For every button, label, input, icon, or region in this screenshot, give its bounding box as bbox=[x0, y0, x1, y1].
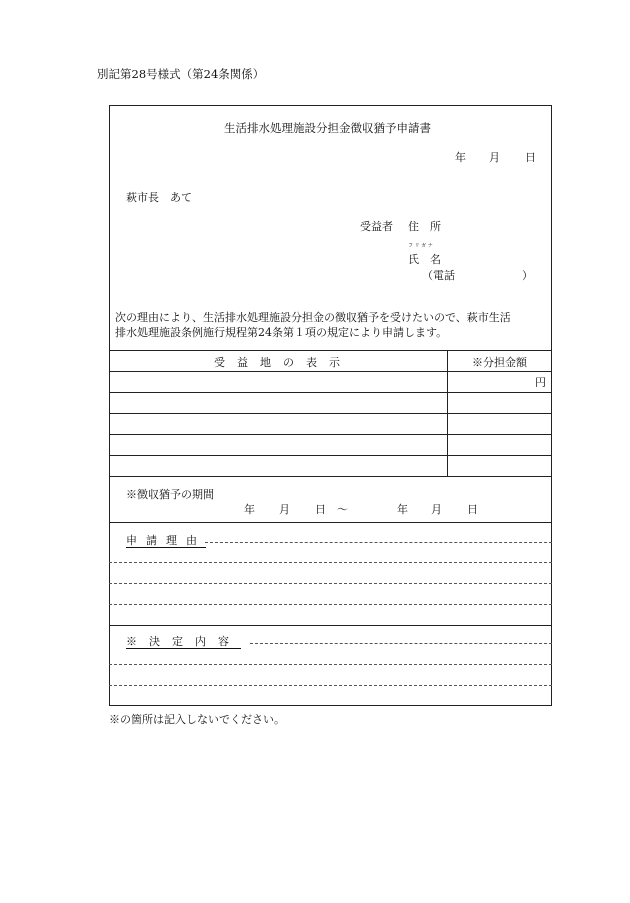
table-header-land: 受益地の表示 bbox=[214, 356, 352, 369]
body-text-line2: 排水処理施設条例施行規程第24条第１項の規定により申請します。 bbox=[115, 326, 448, 339]
form-reference: 別記第28号様式（第24条関係） bbox=[97, 67, 265, 81]
addressee: 萩市長 あて bbox=[126, 191, 192, 204]
table-header-line bbox=[109, 371, 552, 372]
date-month: 月 bbox=[489, 151, 500, 164]
phone-close: ） bbox=[522, 269, 533, 282]
reason-dotted-line bbox=[109, 604, 552, 605]
name-label: 氏 名 bbox=[408, 253, 441, 266]
decision-dotted-line bbox=[109, 685, 552, 686]
applicant-label: 受益者 bbox=[360, 220, 393, 233]
table-column-divider bbox=[447, 350, 448, 476]
table-row-line bbox=[109, 392, 552, 393]
phone-open: （電話 bbox=[422, 269, 455, 282]
period-start-day: 日 bbox=[315, 503, 326, 516]
form-title: 生活排水処理施設分担金徴収猶予申請書 bbox=[224, 121, 431, 135]
period-start-year: 年 bbox=[244, 503, 255, 516]
table-unit-yen: 円 bbox=[535, 376, 546, 389]
footer-note: ※の箇所は記入しないでください。 bbox=[109, 713, 285, 726]
date-day: 日 bbox=[525, 151, 536, 164]
address-label: 住 所 bbox=[408, 220, 441, 233]
decision-dotted-line bbox=[109, 664, 552, 665]
period-label: ※徴収猶予の期間 bbox=[126, 488, 214, 501]
reason-bottom-line bbox=[109, 625, 552, 626]
table-top-line bbox=[109, 350, 552, 351]
period-start-month: 月 bbox=[279, 503, 290, 516]
table-header-amount: ※分担金額 bbox=[472, 356, 527, 369]
reason-dotted-line bbox=[109, 583, 552, 584]
table-bottom-line bbox=[109, 476, 552, 477]
decision-dotted-line bbox=[250, 643, 552, 644]
reason-label: 申請理由 bbox=[126, 534, 206, 547]
table-row-line bbox=[109, 455, 552, 456]
period-tilde: ～ bbox=[337, 503, 348, 516]
period-end-day: 日 bbox=[467, 503, 478, 516]
period-end-month: 月 bbox=[431, 503, 442, 516]
table-row-line bbox=[109, 434, 552, 435]
furigana-label: フ リ ガ ナ bbox=[408, 243, 433, 249]
decision-label: ※決定内容 bbox=[126, 635, 241, 648]
period-end-year: 年 bbox=[397, 503, 408, 516]
period-bottom-line bbox=[109, 522, 552, 523]
table-row-line bbox=[109, 413, 552, 414]
date-year: 年 bbox=[455, 151, 466, 164]
reason-dotted-line bbox=[109, 562, 552, 563]
body-text-line1: 次の理由により、生活排水処理施設分担金の徴収猶予を受けたいので、萩市生活 bbox=[115, 311, 511, 324]
reason-dotted-line bbox=[205, 542, 552, 543]
